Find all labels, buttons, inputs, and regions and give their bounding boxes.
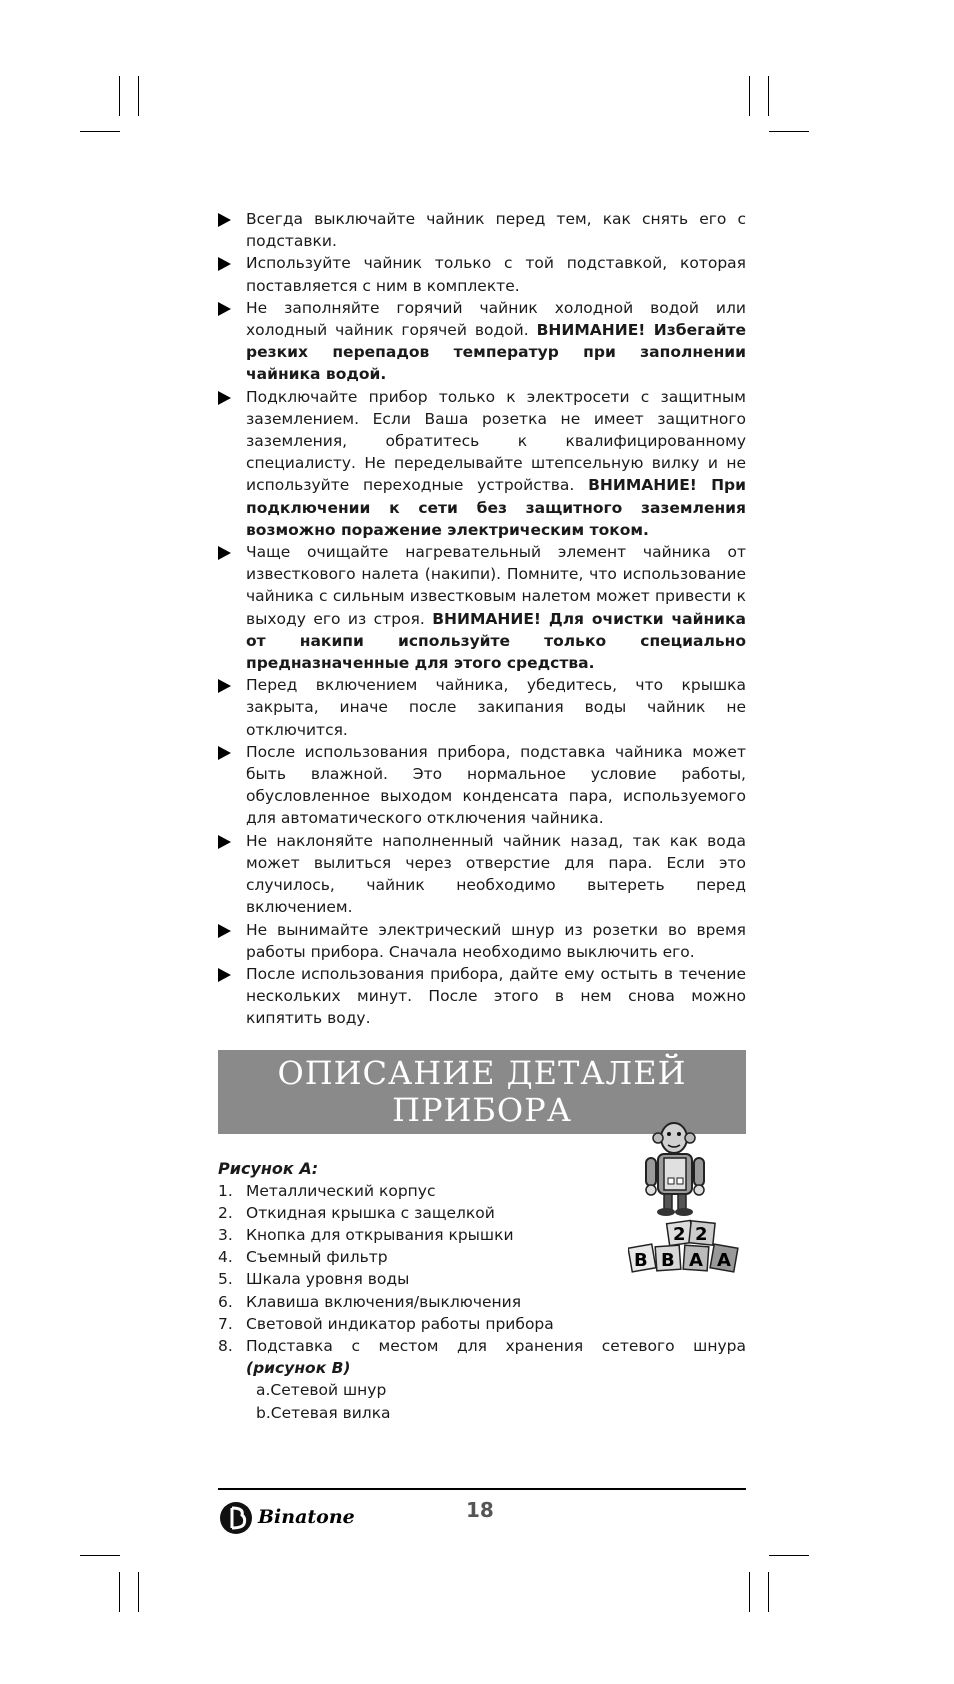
bullet-arrow-icon <box>218 302 231 316</box>
part-item: 2. Откидная крышка с защелкой <box>218 1203 495 1222</box>
safety-item: После использования прибора, подставка чайника может быть влажной. Это нормальное условие работы, обусловленное выходом конденсата пара, используемого для автоматического отключения чайника. <box>218 741 746 830</box>
crop-mark <box>119 1572 120 1612</box>
bullet-arrow-icon <box>218 391 231 405</box>
part-item: 6. Клавиша включения/выключения <box>218 1292 522 1311</box>
part-item: 3. Кнопка для открывания крышки <box>218 1225 514 1244</box>
svg-text:А: А <box>717 1250 731 1271</box>
subpart-item: a.Сетевой шнур <box>256 1381 387 1400</box>
warning-text: ВНИМАНИЕ! Для очистки чайника от накипи используйте только специально предназначенные для этого средства. <box>246 609 746 673</box>
safety-item: Подключайте прибор только к электросети с защитным заземлением. Если Ваша розетка не имеет защитного заземления, обратитесь к квалифицированному специалисту. Не переделывайте штепсельную вилку и не используйте переходные устройства. ВНИМАНИЕ! При подключении к сети без защитного заземления возможно поражение электрическим током. <box>218 386 746 541</box>
svg-text:А: А <box>689 1250 703 1271</box>
part-item: 1. Металлический корпус <box>218 1181 436 1200</box>
safety-list <box>218 208 746 1030</box>
svg-text:2: 2 <box>673 1224 686 1245</box>
footer-divider <box>218 1488 746 1490</box>
page-number: 18 <box>466 1498 494 1522</box>
crop-mark <box>769 1555 809 1556</box>
bullet-arrow-icon <box>218 213 231 227</box>
safety-item: Перед включением чайника, убедитесь, что крышка закрыта, иначе после закипания воды чайник не отключится. <box>218 674 746 741</box>
binatone-logo <box>218 1498 358 1538</box>
mascot-illustration <box>628 1118 746 1274</box>
crop-mark <box>769 131 809 132</box>
crop-mark <box>119 76 120 116</box>
crop-mark <box>768 1572 769 1612</box>
safety-item: Чаще очищайте нагревательный элемент чайника от известкового налета (накипи). Помните, что использование чайника с сильным известковым налетом может привести к выходу его из строя. ВНИМАНИЕ! Для очистки чайника от накипи используйте только специально предназначенные для этого средства. <box>218 541 746 674</box>
part-item: 8. Подставка с местом для хранения сетевого шнура (рисунок В) <box>218 1336 746 1378</box>
crop-mark <box>138 76 139 116</box>
crop-mark <box>749 1572 750 1612</box>
part-item: 5. Шкала уровня воды <box>218 1270 410 1289</box>
crop-mark <box>768 76 769 116</box>
logo-text: Binatone <box>258 1506 355 1528</box>
svg-text:2: 2 <box>695 1224 708 1245</box>
svg-text:В: В <box>661 1250 675 1271</box>
bullet-arrow-icon <box>218 835 231 849</box>
bullet-arrow-icon <box>218 679 231 693</box>
crop-mark <box>138 1572 139 1612</box>
bullet-arrow-icon <box>218 546 231 560</box>
bullet-arrow-icon <box>218 746 231 760</box>
safety-item: Не вынимайте электрический шнур из розетки во время работы прибора. Сначала необходимо выключить его. <box>218 919 746 963</box>
safety-item: Всегда выключайте чайник перед тем, как снять его с подставки. <box>218 208 746 252</box>
svg-text:В: В <box>634 1250 648 1271</box>
crop-mark <box>80 131 120 132</box>
warning-text: ВНИМАНИЕ! Избегайте резких перепадов температур при заполнении чайника водой. <box>246 321 746 384</box>
figure-reference: (рисунок В) <box>246 1359 351 1378</box>
binatone-logo-icon <box>218 1500 254 1536</box>
safety-item: После использования прибора, дайте ему остыть в течение нескольких минут. После этого в нем снова можно кипятить воду. <box>218 963 746 1030</box>
part-item: 7. Световой индикатор работы прибора <box>218 1314 554 1333</box>
bullet-arrow-icon <box>218 257 231 271</box>
safety-item: Не наклоняйте наполненный чайник назад, так как вода может вылиться через отверстие для пара. Если это случилось, чайник необходимо вытереть перед включением. <box>218 830 746 919</box>
safety-item: Не заполняйте горячий чайник холодной водой или холодный чайник горячей водой. ВНИМАНИЕ! Избегайте резких перепадов температур при заполнении чайника водой. <box>218 297 746 386</box>
crop-mark <box>80 1555 120 1556</box>
section-heading-line2: ПРИБОРА <box>392 1090 572 1129</box>
subpart-item: b.Сетевая вилка <box>256 1403 391 1422</box>
safety-item: Используйте чайник только с той подставкой, которая поставляется с ним в комплекте. <box>218 252 746 296</box>
bullet-arrow-icon <box>218 968 231 982</box>
bullet-arrow-icon <box>218 924 231 938</box>
warning-text: ВНИМАНИЕ! При подключении к сети без защитного заземления возможно поражение электрическим током. <box>246 476 746 539</box>
crop-mark <box>749 76 750 116</box>
section-heading-line1: ОПИСАНИЕ ДЕТАЛЕЙ <box>277 1053 687 1092</box>
figure-title: Рисунок А: <box>218 1158 319 1178</box>
part-item: 4. Съемный фильтр <box>218 1248 388 1267</box>
